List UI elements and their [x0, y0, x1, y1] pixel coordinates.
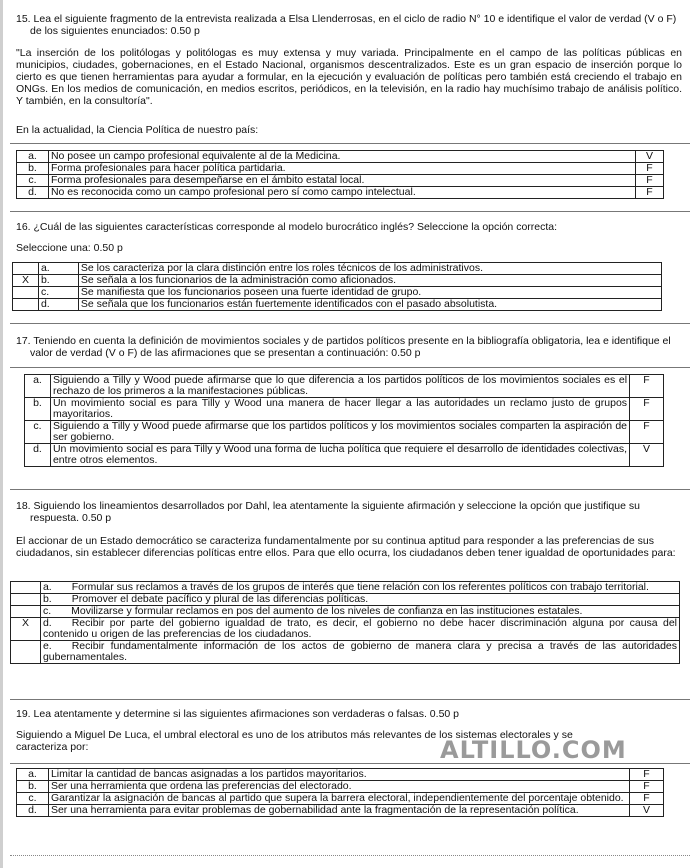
- table-row: b. Promover el debate pacífico y plural de las diferencias políticas.: [11, 594, 680, 606]
- separator: [10, 763, 690, 764]
- table-row: a. Formular sus reclamos a través de los grupos de interés que tiene relación con los referentes políticos con trabajo territorial.: [11, 582, 680, 594]
- table-row: a. Siguiendo a Tilly y Wood puede afirmarse que lo que diferencia a los partidos políticos de los movimientos sociales es el rechazo de los primeros a la manifestaciones públicas. F: [25, 375, 664, 398]
- question-17-title: 17. Teniendo en cuenta la definición de movimientos sociales y de partidos políticos presente en la bibliografía obligatoria, lea e identifique el valor de verdad (V o F) de las afirmaciones que se presentan a continuación: 0.50 p: [16, 335, 671, 359]
- question-19-table: [16, 768, 664, 817]
- question-15-title: 15. Lea el siguiente fragmento de la entrevista realizada a Elsa Llenderrosas, en el ciclo de radio N° 10 e identifique el valor de verdad (V o F) de los siguientes enunciados: 0.50 p: [16, 13, 677, 37]
- table-row: a. Se los caracteriza por la clara distinción entre los roles técnicos de los administrativos.: [13, 263, 662, 275]
- question-17-table: [24, 374, 664, 467]
- table-row: e. Recibir fundamentalmente información de los actos de gobierno de manera clara y precisa a través de las autoridades gubernamentales.: [11, 641, 680, 664]
- table-row: d. Se señala que los funcionarios están fuertemente identificados con el pasado absolutista.: [13, 299, 662, 311]
- separator: [10, 699, 690, 700]
- question-18-table: [10, 581, 680, 664]
- question-15-prompt: En la actualidad, la Ciencia Política de nuestro país:: [16, 124, 259, 136]
- question-19-statement: Siguiendo a Miguel De Luca, el umbral electoral es uno de los atributos más relevantes de los sistemas electorales y se caracteriza por:: [16, 729, 573, 753]
- table-row: c. Garantizar la asignación de bancas al partido que supera la barrera electoral, independientemente del porcentaje obtenido. F: [17, 793, 664, 805]
- question-16-title: 16. ¿Cuál de las siguientes características corresponde al modelo burocrático inglés? Seleccione la opción correcta:: [16, 221, 558, 233]
- question-15-quote: "La inserción de los politólogas y politólogas es muy extensa y muy variada. Principalmente en el campo de las políticas públicas en municipios, ciudades, gobernaciones, en el Estado Nacional, organismos descentralizados. Este es un gran espacio de inserción porque lo cierto es que tienen herramientas para ayudar a formular, en la ejecución y evaluación de políticas pero también está creciendo el trabajo en ONGs. En los medios de comunicación, en medios escritos, periódicos, en la televisión, en la radio hay muchísimo trabajo de análisis político. Y también, en la consultoría".: [16, 47, 682, 107]
- table-row: b. Ser una herramienta que ordena las preferencias del electorado. F: [17, 781, 664, 793]
- table-row: X d. Recibir por parte del gobierno igualdad de trato, es decir, el gobierno no debe hacer discriminación alguna por causa del contenido u origen de las preferencias de los ciudadanos.: [11, 618, 680, 641]
- separator: [10, 323, 690, 324]
- table-row: c. Se manifiesta que los funcionarios poseen una fuerte identidad de grupo.: [13, 287, 662, 299]
- separator: [10, 489, 690, 490]
- question-15-table: [16, 150, 664, 199]
- question-19-title: 19. Lea atentamente y determine si las siguientes afirmaciones son verdaderas o falsas. 0.50 p: [16, 708, 460, 720]
- page-edge: [0, 0, 3, 868]
- separator: [10, 367, 690, 368]
- table-row: a. No posee un campo profesional equivalente al de la Medicina. V: [17, 151, 664, 163]
- question-18-statement: El accionar de un Estado democrático se caracteriza fundamentalmente por su continua aptitud para responder a las preferencias de sus ciudadanos, sin establecer diferencias políticas entre ellos. Para que ello ocurra, los ciudadanos deben tener igualdad de oportunidades para:: [16, 535, 676, 559]
- table-row: d. Un movimiento social es para Tilly y Wood una forma de lucha política que requiere el desarrollo de identidades colectivas, entre otros elementos. V: [25, 444, 664, 467]
- table-row: d. No es reconocida como un campo profesional pero sí como campo intelectual. F: [17, 187, 664, 199]
- separator: [10, 855, 690, 856]
- table-row: d. Ser una herramienta para evitar problemas de gobernabilidad ante la fragmentación de la representación política. V: [17, 805, 664, 817]
- table-row: b. Forma profesionales para hacer política partidaria. F: [17, 163, 664, 175]
- separator: [10, 211, 690, 212]
- table-row: c. Siguiendo a Tilly y Wood puede afirmarse que los partidos políticos y los movimientos sociales comparten la aspiración de ser gobierno. F: [25, 421, 664, 444]
- question-16-select: Seleccione una: 0.50 p: [16, 242, 123, 254]
- table-row: X b. Se señala a los funcionarios de la administración como aficionados.: [13, 275, 662, 287]
- table-row: c. Movilizarse y formular reclamos en pos del aumento de los niveles de confianza en las instituciones estatales.: [11, 606, 680, 618]
- separator: [10, 143, 690, 144]
- table-row: c. Forma profesionales para desempeñarse en el ámbito estatal local. F: [17, 175, 664, 187]
- table-row: b. Un movimiento social es para Tilly y Wood una manera de hacer llegar a las autoridades un reclamo justo de grupos mayoritarios. F: [25, 398, 664, 421]
- watermark-logo: ALTILLO.COM: [440, 736, 627, 764]
- table-row: a. Limitar la cantidad de bancas asignadas a los partidos mayoritarios. F: [17, 769, 664, 781]
- question-16-table: [12, 262, 662, 311]
- question-18-title: 18. Siguiendo los lineamientos desarrollados por Dahl, lea atentamente la siguiente afirmación y seleccione la opción que justifique su respuesta. 0.50 p: [16, 500, 640, 524]
